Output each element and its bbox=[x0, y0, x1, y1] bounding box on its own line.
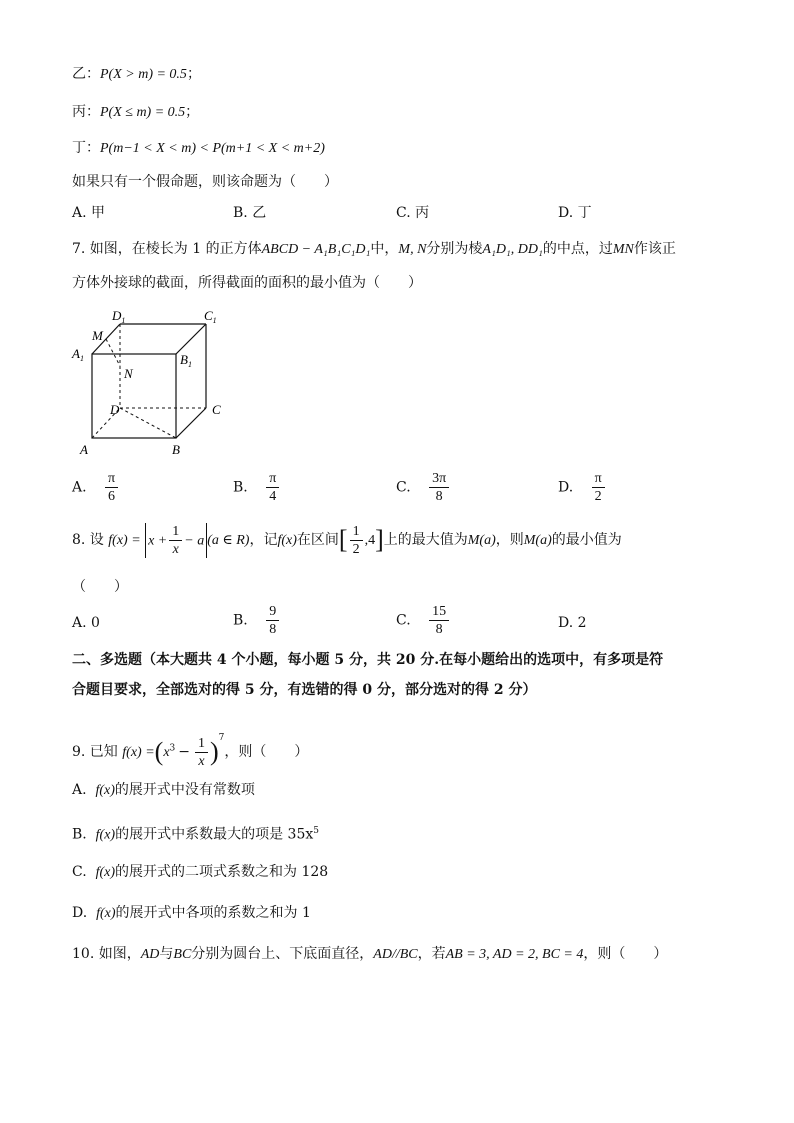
q7-option-b[interactable]: B. $\frac{\pi}{4}$ bbox=[233, 470, 281, 505]
edge-b-c bbox=[176, 408, 206, 438]
prev-question-tail: 如果只有一个假命题，则该命题为（ ） bbox=[72, 174, 338, 190]
label-m: M bbox=[92, 328, 103, 343]
q8-option-c[interactable]: C. $\frac{15}{8}$ bbox=[396, 603, 451, 638]
label-b: B bbox=[172, 442, 180, 457]
label-c: C bbox=[212, 402, 221, 417]
label-a: A bbox=[80, 442, 88, 457]
q8-option-d[interactable]: D. 2 bbox=[558, 615, 587, 631]
q7-option-c[interactable]: C. $\frac{3\pi}{8}$ bbox=[396, 470, 451, 505]
q7-option-a[interactable]: A. $\frac{\pi}{6}$ bbox=[72, 470, 120, 505]
q8-option-b[interactable]: B. $\frac{9}{8}$ bbox=[233, 603, 281, 638]
section2-heading-line2: 合题目要求，全部选对的得 5 分，有选错的得 0 分，部分选对的得 2 分） bbox=[72, 682, 537, 698]
edge-d-b-hidden bbox=[120, 408, 176, 438]
q8-stem: 8. 设 f(x) = x + $\frac{1}{x}$ − a (a ∈ R)，记f(x)在区间[ $\frac{1}{2}$ ,4]上的最大值为M(a)，则M(a)的最小值为 bbox=[72, 523, 622, 557]
label-b1: $B_1$ bbox=[180, 352, 192, 369]
statement-yi: 乙：P(X > m) = 0.5； bbox=[72, 66, 201, 82]
label-n: N bbox=[124, 366, 133, 381]
q10-stem: 10. 如图，AD与BC分别为圆台上、下底面直径，AD//BC，若AB = 3, AD = 2, BC = 4，则（ ） bbox=[72, 946, 668, 962]
label-c1: $C_1$ bbox=[204, 308, 217, 325]
q9-stem: 9. 已知 $f(x) =(x^3$ − $\frac{1}{x}$ )$^7$，则（ ） bbox=[72, 733, 309, 769]
statement-ding: 丁：P(m−1 < X < m) < P(m+1 < X < m+2) bbox=[72, 140, 325, 156]
q8-paren: （ ） bbox=[72, 579, 128, 595]
prev-option-a[interactable]: A. 甲 bbox=[72, 205, 106, 221]
q9-option-c[interactable]: C. f(x)的展开式的二项式系数之和为 128 bbox=[72, 864, 329, 880]
statement-bing: 丙：P(X ≤ m) = 0.5； bbox=[72, 104, 200, 120]
label-d1: $D_1$ bbox=[112, 308, 126, 325]
prev-option-c[interactable]: C. 丙 bbox=[396, 205, 430, 221]
segment-m-n-hidden bbox=[106, 339, 120, 366]
label-a1: $A_1$ bbox=[72, 346, 84, 363]
q8-option-a[interactable]: A. 0 bbox=[72, 615, 100, 631]
q7-stem-line2: 方体外接球的截面，所得截面的面积的最小值为（ ） bbox=[72, 275, 422, 291]
section2-heading-line1: 二、多选题（本大题共 4 个小题，每小题 5 分，共 20 分.在每小题给出的选项中，有多项是符 bbox=[72, 652, 664, 668]
cube-front-face bbox=[92, 354, 176, 438]
prev-option-b[interactable]: B. 乙 bbox=[233, 205, 267, 221]
q7-cube-figure bbox=[70, 306, 240, 458]
edge-b1-c1 bbox=[176, 324, 206, 354]
q7-stem-line1: 7. 如图，在棱长为 1 的正方体ABCD − A₁B₁C₁D₁中，M, N分别为棱A₁D₁, DD₁的中点，过MN作该正 bbox=[72, 241, 676, 257]
prev-option-d[interactable]: D. 丁 bbox=[558, 205, 592, 221]
q9-option-d[interactable]: D. f(x)的展开式中各项的系数之和为 1 bbox=[72, 905, 311, 921]
q7-option-d[interactable]: D. $\frac{\pi}{2}$ bbox=[558, 470, 607, 505]
q9-option-b[interactable]: B. f(x)的展开式中系数最大的项是 $35x^5$ bbox=[72, 826, 319, 843]
q9-option-a[interactable]: A. f(x)的展开式中没有常数项 bbox=[72, 782, 255, 798]
label-d: D bbox=[110, 402, 120, 417]
